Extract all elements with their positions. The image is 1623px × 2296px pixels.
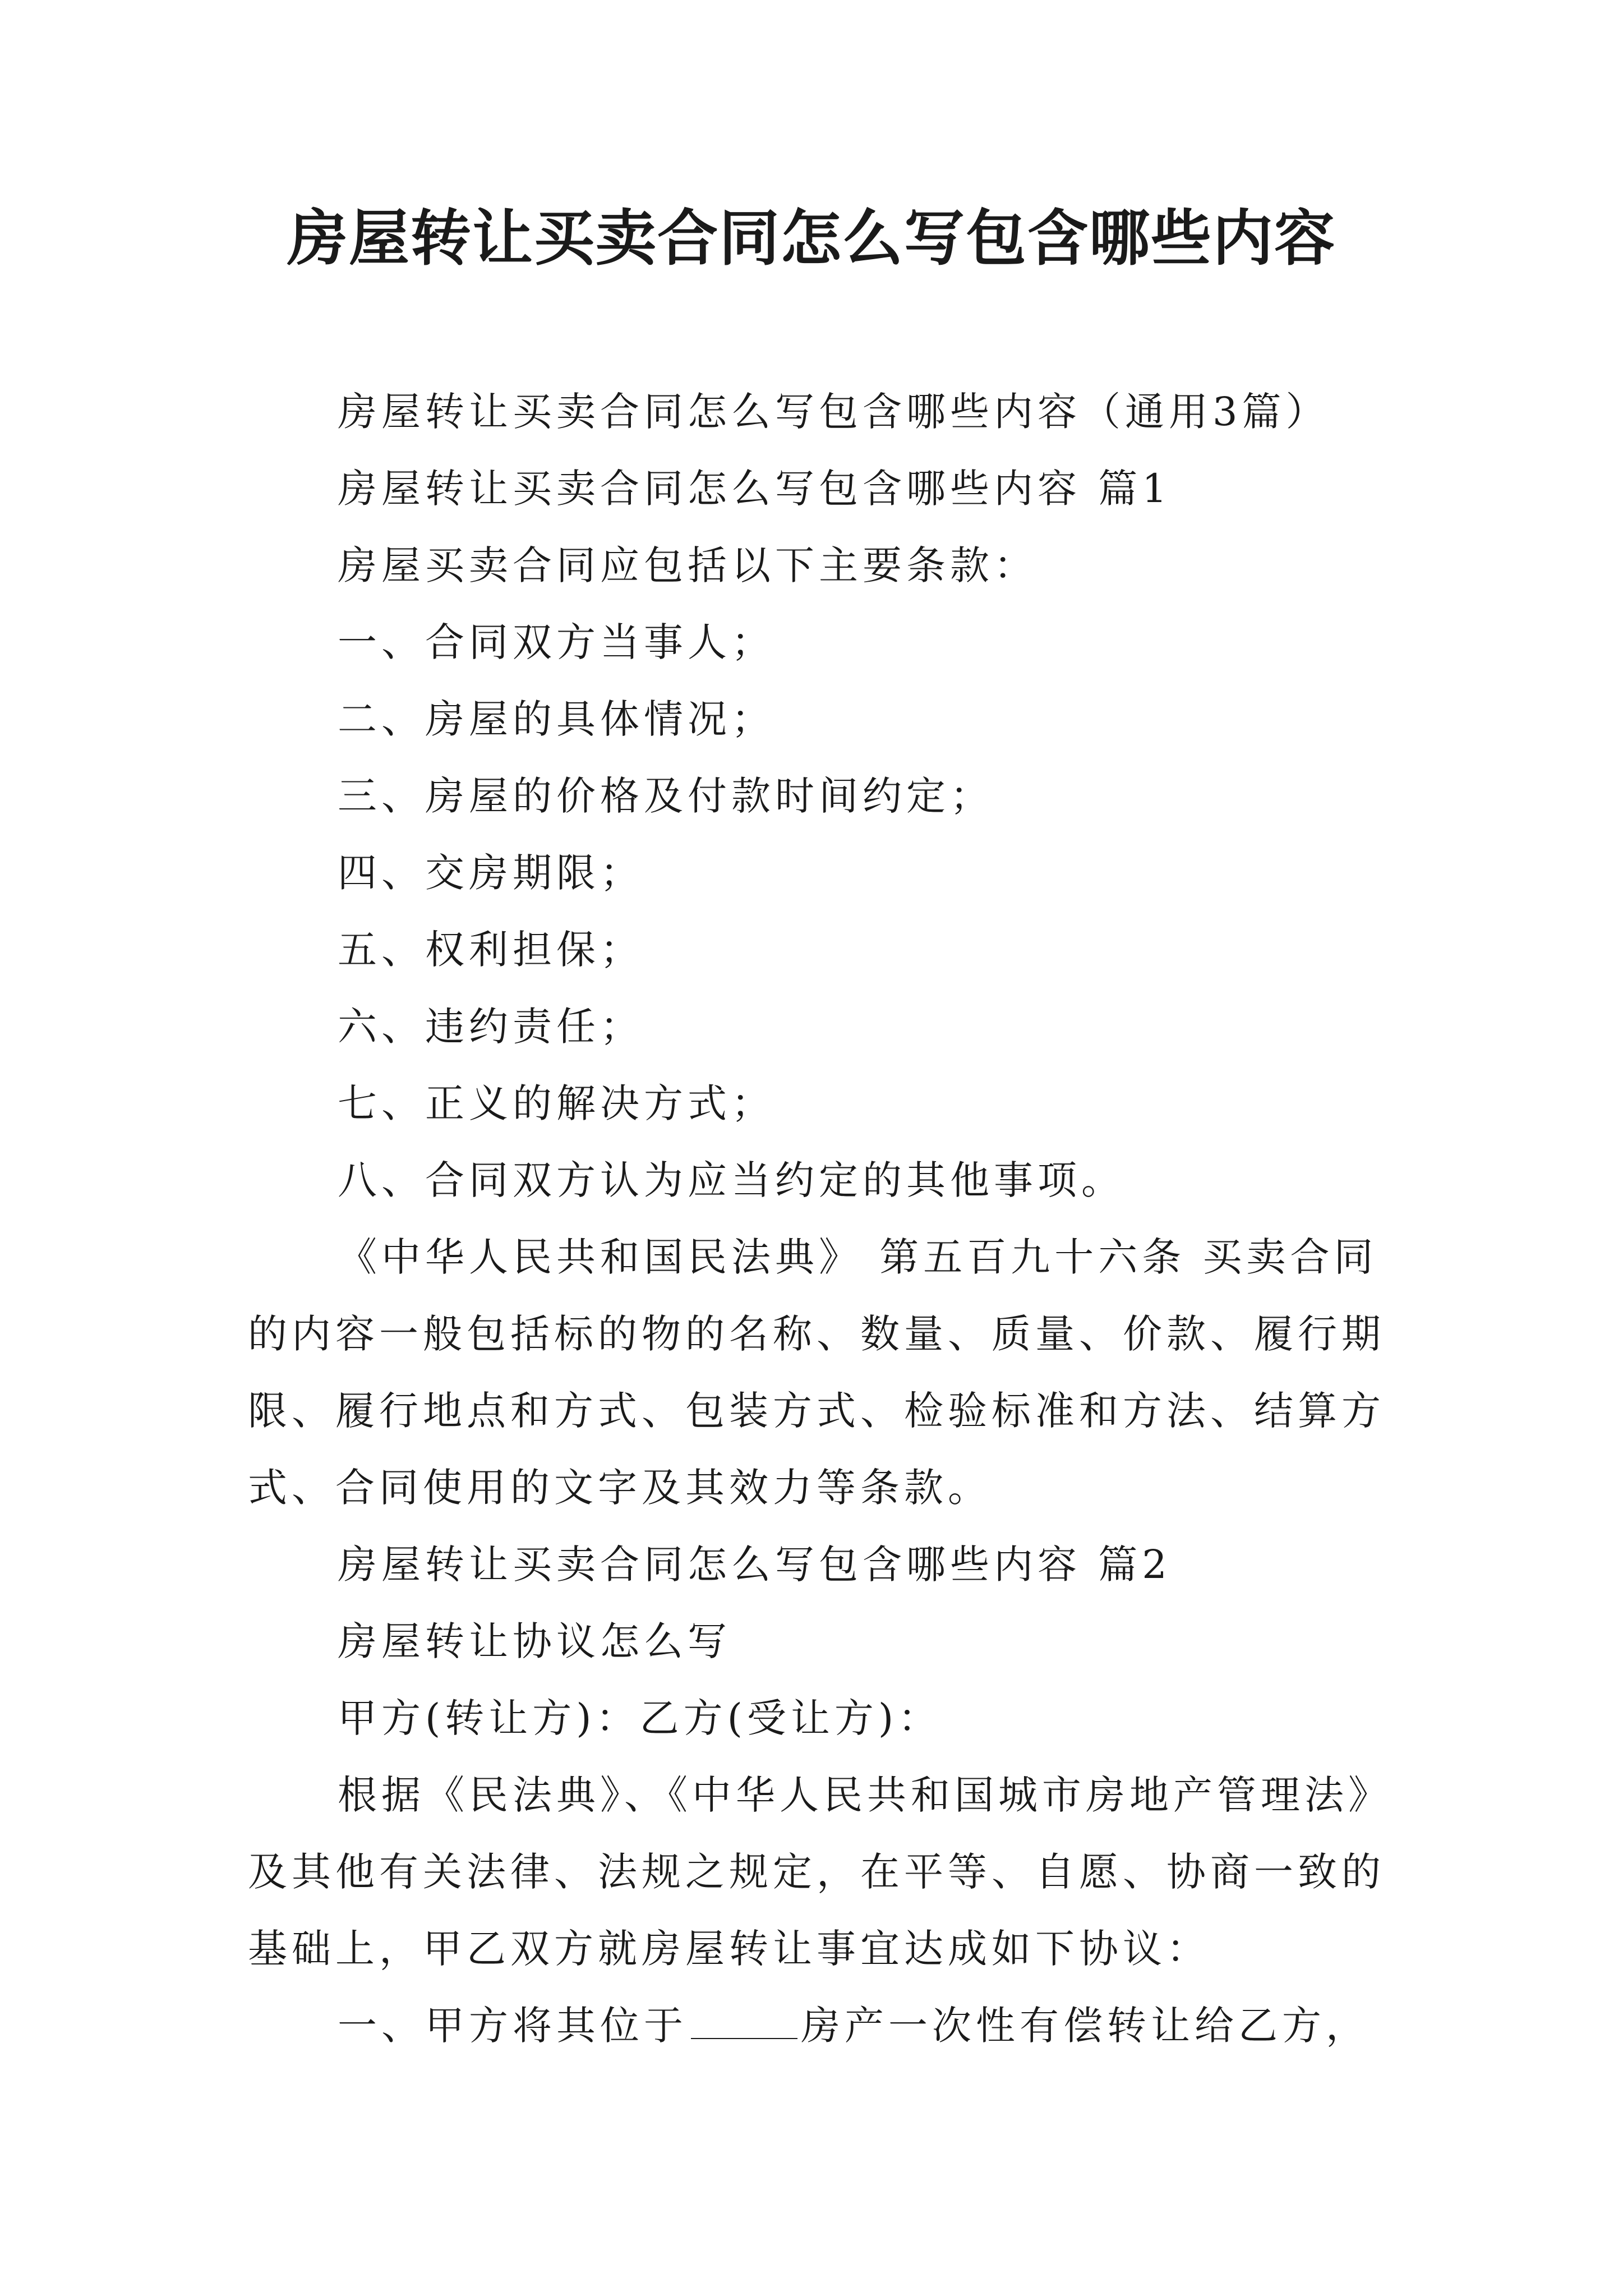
clause-item-4: 四、交房期限； (338, 850, 644, 896)
clause-item-7: 七、正义的解决方式； (338, 1080, 775, 1126)
paragraph-section-2-heading: 房屋转让买卖合同怎么写包含哪些内容 篇2 (338, 1542, 1172, 1588)
paragraph-parties: 甲方(转让方)：乙方(受让方)： (338, 1695, 942, 1741)
fill-in-blank (691, 2038, 797, 2039)
clause-item-1: 一、合同双方当事人； (338, 619, 775, 665)
paragraph-civil-code: 《中华人民共和国民法典》 第五百九十六条 买卖合同的内容一般包括标的物的名称、数量、质量、价款、履行期限、履行地点和方式、包装方式、检验标准和方法、结算方式、合同使用的文字及其效力等条款。 (248, 1234, 1385, 1511)
clause-item-8: 八、合同双方认为应当约定的其他事项。 (338, 1157, 1125, 1203)
paragraph-transfer-clause (248, 1987, 1403, 2064)
clause-item-5: 五、权利担保； (338, 927, 644, 973)
clause-item-2: 二、房屋的具体情况； (338, 696, 775, 742)
paragraph-legal-basis: 根据《民法典》、《中华人民共和国城市房地产管理法》及其他有关法律、法规之规定，在平等、自愿、协商一致的基础上，甲乙双方就房屋转让事宜达成如下协议： (248, 1772, 1392, 1972)
transfer-clause-before-blank: 一、甲方将其位于 (338, 2003, 688, 2049)
clause-item-6: 六、违约责任； (338, 1004, 644, 1050)
paragraph-agreement-title: 房屋转让协议怎么写 (338, 1618, 731, 1664)
paragraph-subtitle: 房屋转让买卖合同怎么写包含哪些内容（通用3篇） (338, 389, 1330, 435)
document-body (248, 374, 1403, 2064)
paragraph-intro: 房屋买卖合同应包括以下主要条款： (338, 542, 1038, 588)
transfer-clause-after-blank: 房产一次性有偿转让给乙方， (801, 2003, 1370, 2049)
document-title: 房屋转让买卖合同怎么写包含哪些内容 (287, 203, 1336, 274)
clause-item-3: 三、房屋的价格及付款时间约定； (338, 773, 994, 819)
paragraph-section-1-heading: 房屋转让买卖合同怎么写包含哪些内容 篇1 (338, 466, 1172, 512)
